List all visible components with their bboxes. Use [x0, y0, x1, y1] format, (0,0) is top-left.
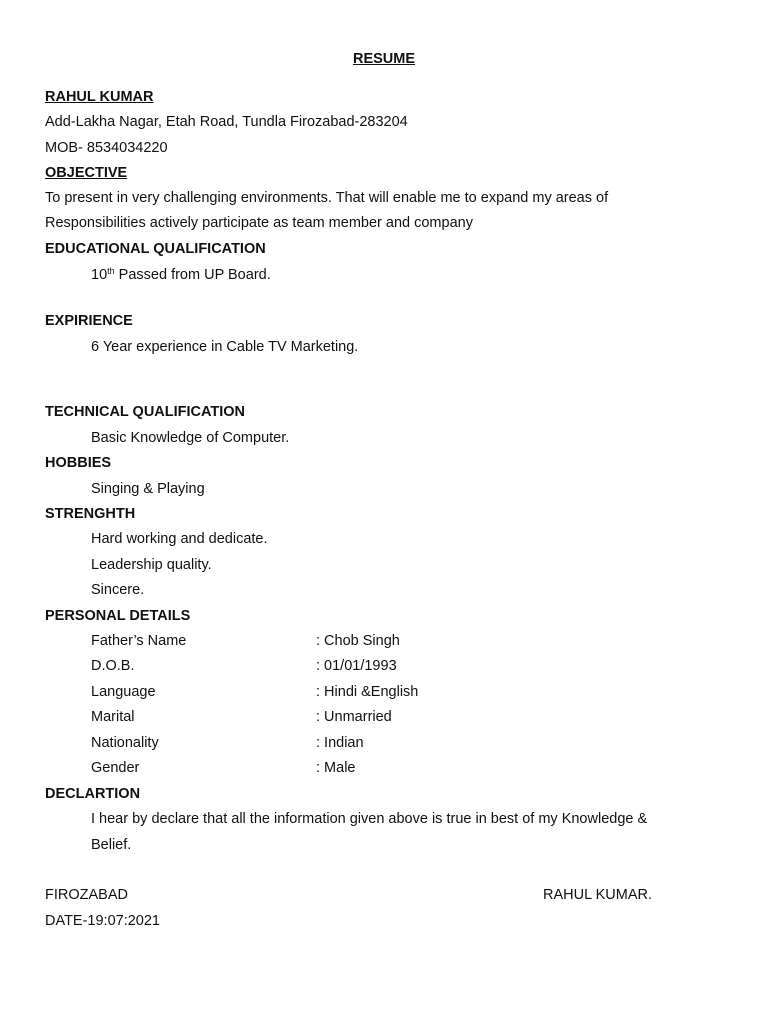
declaration-line-2: Belief. [91, 837, 132, 853]
declaration-heading: DECLARTION [45, 786, 141, 802]
strength-item: Sincere. [91, 582, 145, 598]
declaration-line-1: I hear by declare that all the information given above is true in best of my Knowledge & [91, 811, 648, 827]
education-rest: Passed from UP Board. [114, 267, 271, 283]
footer-signature: RAHUL KUMAR. [543, 887, 653, 903]
resume-title: RESUME [352, 51, 416, 67]
personal-value-nationality: : Indian [316, 735, 364, 751]
experience-heading: EXPIRIENCE [45, 313, 133, 329]
personal-label-gender: Gender [91, 760, 140, 776]
hobbies-text: Singing & Playing [91, 481, 205, 497]
address: Add-Lakha Nagar, Etah Road, Tundla Firozabad-283204 [45, 114, 408, 130]
hobbies-heading: HOBBIES [45, 455, 112, 471]
footer-date: DATE-19:07:2021 [45, 913, 160, 929]
personal-label-language: Language [91, 684, 156, 700]
education-text [91, 265, 271, 285]
personal-value-dob: : 01/01/1993 [316, 658, 397, 674]
personal-label-marital: Marital [91, 709, 135, 725]
strength-heading: STRENGHTH [45, 506, 136, 522]
strength-item: Leadership quality. [91, 557, 212, 573]
personal-value-gender: : Male [316, 760, 356, 776]
objective-line-1: To present in very challenging environments. That will enable me to expand my areas of [45, 190, 609, 206]
technical-heading: TECHNICAL QUALIFICATION [45, 404, 246, 420]
personal-details-heading: PERSONAL DETAILS [45, 608, 191, 624]
experience-text: 6 Year experience in Cable TV Marketing. [91, 339, 359, 355]
personal-value-father: : Chob Singh [316, 633, 400, 649]
education-superscript: th [107, 266, 115, 276]
technical-text: Basic Knowledge of Computer. [91, 430, 290, 446]
personal-label-nationality: Nationality [91, 735, 159, 751]
objective-line-2: Responsibilities actively participate as team member and company [45, 215, 473, 231]
footer-place: FIROZABAD [45, 887, 128, 903]
personal-value-language: : Hindi &English [316, 684, 419, 700]
mobile-number: MOB- 8534034220 [45, 140, 168, 156]
education-heading: EDUCATIONAL QUALIFICATION [45, 241, 266, 257]
personal-value-marital: : Unmarried [316, 709, 392, 725]
education-number: 10 [91, 267, 108, 283]
candidate-name: RAHUL KUMAR [45, 89, 154, 105]
personal-label-dob: D.O.B. [91, 658, 135, 674]
personal-label-father: Father’s Name [91, 633, 187, 649]
objective-heading: OBJECTIVE [45, 165, 128, 181]
strength-item: Hard working and dedicate. [91, 531, 268, 547]
